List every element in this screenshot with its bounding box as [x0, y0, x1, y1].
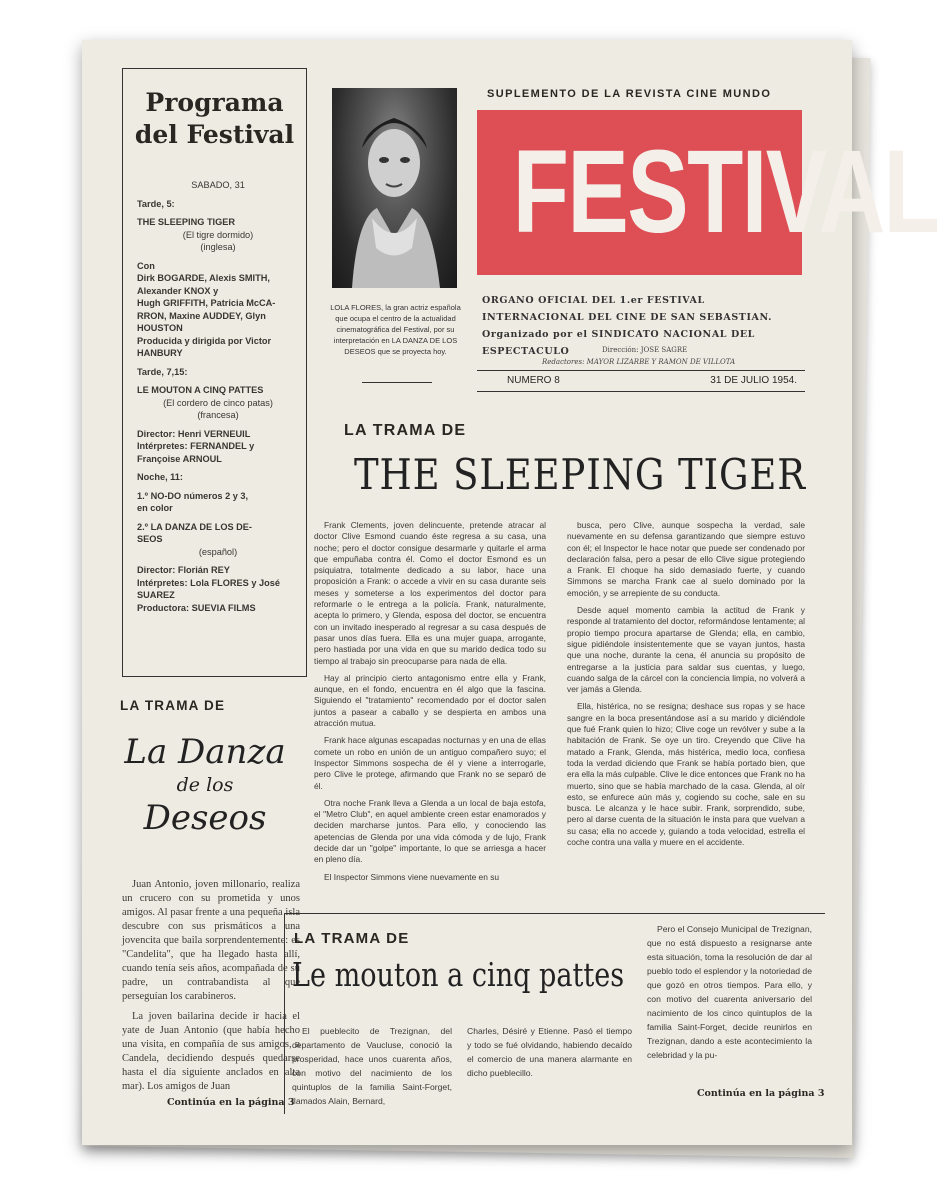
program-line: (francesa) [197, 410, 239, 420]
program-line: Productora: SUEVIA FILMS [137, 602, 256, 613]
mouton-continued: Continúa en la página 3 [697, 1088, 825, 1099]
tiger-column-1 [314, 520, 546, 900]
program-line: (El tigre dormido) [182, 229, 254, 240]
paragraph: Ella, histérica, no se resigna; deshace sus ropas y se hace sangre en la boca presentándose así a su marido y diciéndole que fué Frank quien lo hizo; Clive coge un revólver y sube a la habitación de Frank. Se oye un tiro. Creyendo que Clive ha matado a Frank, Glenda, más histérica, medio loca, confiesa toda la verdad diciendo que Frank se había portado bien, que era ella la más culpable. Clive le dice entonces que Frank no ha muerto, sino que se había marchado de la casa. Glenda, al oír esto, se enfurece aún más y, cogiendo su coche, sale en su busca. Le alcanza y le hace subir. Frank, sorprendido, sube, pero al darse cuenta de la situación le insta para que vuelvan a su casa; ella no accede y, guiando a toda velocidad, estrella el coche contra una valla y muere en el accidente. [567, 701, 805, 848]
mouton-col2-text: Charles, Désiré y Etienne. Pasó el tiempo y todo se fué olvidando, habiendo decaído el comercio de una manera alarmante en dicho pueblecillo. [467, 1026, 632, 1078]
mouton-kicker: LA TRAMA DE [294, 930, 410, 947]
paragraph: Frank Clements, joven delincuente, pretende atracar al doctor Clive Esmond cuando éste regresa a su casa, una noche; pero el doctor consigue desarmarle y quitarle el arma que empuñaba contra él. Como el doctor Esmond es un psiquiatra, totalmente dedicado a su labor, hace una proposición a Frank: o accede a vivir en su casa durante seis meses y someterse a los experimentos del doctor para reformarle o le entrega a la policía. Frank, naturalmente, acepta lo primero, y Glenda, esposa del doctor, se encuentra con un invitado inesperado al regresar a su casa después de pasar unos días fuera. Ella es una mujer guapa, arrogante, pero hastiada por una vida en que su marido dedica todo su tiempo al trabajo sin preocuparse para nada de ella. [314, 520, 546, 666]
program-line: (El cordero de cinco patas) [163, 397, 273, 408]
danza-title-line2: de los [176, 774, 234, 796]
program-line: THE SLEEPING TIGER [137, 217, 236, 227]
paragraph: La joven bailarina decide ir hacia el yate de Juan Antonio (que había hecho una visita, en compañía de sus amigos, a Candela, decidiendo después quedarse hasta el día siguiente anclados en alta mar). Los amigos de Juan [122, 1011, 300, 1092]
paragraph: busca, pero Clive, aunque sospecha la verdad, sale nuevamente en su defensa garantizando que siempre estuvo con él; el Inspector le hace notar que puede ser condenado por declaración falsa, pero a pesar de ello Clive sigue protegiendo a Frank. El choque ha sido demasiado fuerte, y cuando Simmons se marcha Frank cae al suelo dominado por la emoción, y se arrepiente de su conducta. [567, 520, 805, 598]
danza-title [120, 732, 290, 838]
caption-rule [362, 382, 432, 383]
paragraph: Juan Antonio, joven millonario, realiza un crucero con su prometida y unos amigos. Al pasar frente a una pequeña isla descubre con sus prismáticos a una jovencita que baila sorprendentemente: es "Candelita", que ha llegado hasta allí, cuando tenía seis años, acompañada de su padre, un contrabandista al que perseguían los carabineros. [122, 879, 300, 1002]
danza-kicker: LA TRAMA DE [120, 698, 226, 713]
program-line: Producida y dirigida por Victor [137, 335, 272, 346]
program-line: HOUSTON [137, 323, 183, 333]
program-line: Tarde, 7,15: [137, 366, 188, 377]
lola-flores-photo [332, 88, 457, 288]
program-line: 2.º LA DANZA DE LOS DE- [137, 521, 252, 532]
program-line: LE MOUTON A CINQ PATTES [137, 385, 264, 395]
program-line: SABADO, 31 [191, 180, 245, 190]
paragraph: El Inspector Simmons viene nuevamente en su [324, 871, 500, 882]
tiger-kicker: LA TRAMA DE [344, 422, 467, 439]
program-line: (español) [198, 546, 238, 557]
editors-line: Redactores: MAYOR LIZARBE Y RAMON DE VILLOTA [542, 358, 736, 366]
program-line: en color [137, 503, 173, 513]
mouton-column-1 [292, 1024, 452, 1108]
program-line: Intérpretes: Lola FLORES y José [137, 577, 280, 588]
issue-number: NUMERO 8 [507, 375, 560, 386]
program-schedule [137, 179, 299, 614]
program-line: Director: Florián REY [137, 565, 230, 575]
program-line: RRON, Maxine AUDDEY, Glyn [137, 310, 266, 321]
mouton-title: Le mouton a cinq pattes [292, 955, 625, 994]
newspaper-page [82, 40, 938, 1145]
tiger-title: THE SLEEPING TIGER [354, 450, 806, 499]
mouton-col1-text: El pueblecito de Trezignan, del departamento de Vaucluse, conoció la prosperidad, hace unos cuarenta años, con motivo del nacimiento de los quintuplos de la familia Saint-Forget, llamados Alain, Bernard, [292, 1026, 452, 1106]
mouton-column-3 [647, 922, 812, 1062]
danza-title-line3: Deseos [143, 798, 267, 838]
program-title-line1: Programa [145, 88, 284, 117]
program-line: Françoise ARNOUL [137, 453, 222, 464]
program-line: Alexander KNOX y [137, 285, 219, 296]
tiger-column-2 [567, 520, 805, 905]
program-line: Dirk BOGARDE, Alexis SMITH, [137, 273, 270, 283]
program-title-line2: del Festival [134, 120, 295, 149]
paragraph: Otra noche Frank lleva a Glenda a un local de baja estofa, el "Metro Club", en aquel ambiente creen estar enamorados y deciden marcharse juntos. Para ello, y conociendo las apetencias de Glenda por una vida cómoda y de lujo, Frank decide dar un "golpe" importante, lo que se arriesga a hacer en pleno día. [314, 797, 546, 865]
program-line: Con [137, 260, 155, 271]
program-line: 1.º NO-DO números 2 y 3, [137, 490, 249, 501]
program-line: (inglesa) [200, 242, 236, 252]
danza-body [122, 878, 300, 1092]
danza-continued: Continúa en la página 3 [167, 1097, 295, 1108]
program-line: Hugh GRIFFITH, Patricia McCA- [137, 298, 276, 308]
masthead-box [477, 110, 938, 275]
supplement-line: SUPLEMENTO DE LA REVISTA CINE MUNDO [487, 88, 772, 100]
direction-line: Dirección: JOSE SAGRE [602, 346, 688, 354]
issue-date: 31 DE JULIO 1954. [710, 375, 797, 386]
masthead-title: FESTIVAL [512, 126, 938, 258]
photo-caption: LOLA FLORES, la gran actriz española que ocupa el centro de la actualidad cinematográfica del Festival, por su interpretación en LA DANZA DE LOS DESEOS que se proyecta hoy. [330, 303, 461, 356]
official-organ-text: ORGANO OFICIAL DEL 1.er FESTIVAL INTERNACIONAL DEL CINE DE SAN SEBASTIAN. Organizado por el SINDICATO NACIONAL DEL ESPECTACULO [482, 295, 773, 357]
danza-title-line1: La Danza [124, 732, 286, 772]
program-line: Intérpretes: FERNANDEL y [137, 441, 255, 451]
program-title [123, 87, 306, 151]
issue-line [477, 370, 805, 392]
mouton-column-2 [467, 1024, 632, 1080]
program-line: SEOS [137, 534, 163, 544]
paragraph: Hay al principio cierto antagonismo entre ella y Frank, aunque, en el fondo, encuentra en él algo que la fascina. Siguiendo el "tratamiento" recomendado por el doctor salen juntos a pasear a caballo y se despierta en ambos una atracción mutua. [314, 672, 546, 729]
program-line: Tarde, 5: [137, 198, 175, 209]
program-line: SUAREZ [137, 590, 175, 600]
program-line: Noche, 11: [137, 472, 183, 482]
mouton-col3-text: Pero el Consejo Municipal de Trezignan, que no está dispuesto a resignarse ante esta situación, toma la resolución de dar al pueblo todo el esplendor y la notoriedad de que gozó en otros tiempos. Para ello, y con motivo del cuarenta aniversario del nacimiento de los cinco quintuplos de la familia Saint-Forget, decide reunirlos en Trezignan, dando a este acontecimiento la celebridad y la pu- [647, 924, 812, 1060]
program-line: HANBURY [137, 348, 183, 358]
program-line: Director: Henri VERNEUIL [137, 428, 251, 439]
paragraph: Frank hace algunas escapadas nocturnas y en una de ellas comete un robo en unión de un antiguo compañero suyo; el Inspector Simmons sospecha de él y viene a interrogarle, pero Clive le protege, afirmando que Frank no se separó de él. [314, 735, 546, 791]
paragraph: Desde aquel momento cambia la actitud de Frank y responde al tratamiento del doctor, reformándose lentamente; al propio tiempo procura apartarse de Glenda; ella, en cambio, sigue pidiéndole insistentemente que se vayan juntos, hasta que una noche, durante la cena, él anuncia su propósito de entregarse a la justicia para saldar sus cuentas, y luego, cuando salga de la cárcel con la conciencia limpia, no volverá a ver jamás a Glenda. [567, 605, 805, 695]
program-box [122, 68, 307, 677]
